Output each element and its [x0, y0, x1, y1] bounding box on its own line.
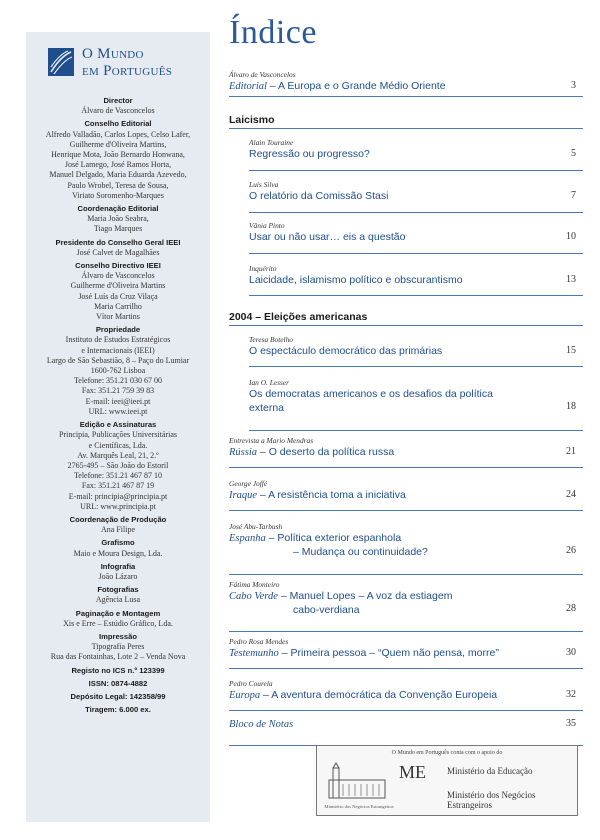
toc-title-text: – A resistência toma a iniciativa — [257, 489, 406, 501]
toc-title-text: – Política exterior espanhola — [265, 532, 402, 544]
toc-rule — [249, 212, 583, 213]
toc-entry-title — [249, 148, 553, 162]
toc-rule — [229, 467, 583, 468]
toc-kicker: Europa — [229, 690, 261, 701]
toc-page-number: 7 — [571, 190, 576, 201]
toc-page-number: 32 — [566, 689, 576, 700]
toc-kicker: Iraque — [229, 490, 257, 501]
masthead-heading: Depósito Legal: 142358/99 — [70, 691, 166, 701]
toc-rule — [229, 96, 583, 97]
toc-rule — [229, 710, 583, 711]
sponsor-header: O Mundo em Português conta com o apoio do — [391, 750, 503, 756]
toc-author: Pedro Rosa Mendes — [229, 637, 289, 646]
masthead-line: URL: www.ieei.pt — [88, 406, 148, 416]
toc-page-number: 24 — [566, 489, 576, 500]
toc-title-continuation: – Mudança ou continuidade? — [293, 545, 428, 558]
toc-author: Vânia Pinto — [249, 221, 285, 230]
masthead-line: Telefone: 351.21 030 67 00 — [73, 376, 163, 386]
toc-author: Entrevista a Mario Mendras — [229, 436, 314, 445]
toc-title-text: Laicidade, islamismo político e obscurantismo — [249, 274, 463, 286]
masthead-line: e Científicas, Lda. — [88, 440, 148, 450]
toc-entry-title — [229, 532, 553, 559]
masthead-line: João Lázaro — [98, 571, 138, 581]
masthead-line: E-mail: principia@principia.pt — [68, 491, 168, 501]
toc-author: Fátima Monteiro — [229, 580, 280, 589]
ministry-education: Ministério da Educação — [447, 766, 533, 776]
toc-author: Ian O. Lesser — [249, 378, 290, 387]
masthead-line: Agência Lusa — [95, 595, 141, 605]
toc-title-text: O relatório da Comissão Stasi — [249, 190, 389, 202]
masthead-line: Maria Carrilho — [94, 301, 142, 311]
masthead-line: Henrique Mota, João Bernardo Honwana, — [51, 150, 185, 160]
toc-kicker: Rússia — [229, 447, 258, 458]
toc-page-number: 18 — [566, 401, 576, 412]
toc-title-text: Regressão ou progresso? — [249, 148, 370, 160]
masthead-line: José Calvet de Magalhães — [76, 247, 160, 257]
toc-entry-title — [229, 446, 553, 460]
masthead-line: Maria João Seabra, — [87, 214, 149, 224]
masthead-heading: Registo no ICS n.º 123399 — [71, 665, 165, 675]
toc-author: Álvaro de Vasconcelos — [229, 70, 296, 79]
toc-title-continuation: externa — [249, 401, 285, 414]
toc-rule — [249, 253, 583, 254]
masthead-heading: Infografia — [100, 561, 136, 571]
masthead-line: Fax: 351.21 467 87 19 — [81, 481, 155, 491]
ministry-foreign-affairs: Ministério dos Negócios Estrangeiros — [447, 790, 536, 810]
toc-page-number: 15 — [566, 345, 576, 356]
toc-entry-title — [249, 274, 553, 288]
section-rule — [229, 128, 583, 129]
toc-title-text: O espectáculo democrático das primárias — [249, 345, 443, 357]
masthead-line: Viriato Soromenho-Marques — [72, 190, 164, 200]
section-rule — [229, 325, 583, 326]
masthead-line: Maio e Moura Design, Lda. — [73, 548, 163, 558]
toc-rule — [229, 574, 583, 575]
toc-rule — [249, 366, 583, 367]
toc-author: Luís Silva — [249, 180, 279, 189]
toc-kicker: Testemunho — [229, 648, 279, 659]
toc-section-heading: 2004 – Eleições americanas — [229, 311, 368, 323]
toc-page-number: 28 — [566, 603, 576, 614]
toc-entry-title — [229, 590, 553, 617]
masthead-heading: Edição e Assinaturas — [79, 420, 157, 430]
masthead-heading: Grafismo — [101, 538, 135, 548]
masthead-line: Principia, Publicações Universitárias — [59, 430, 177, 440]
toc-page-number: 3 — [571, 80, 576, 91]
masthead-line: Álvaro de Vasconcelos — [81, 271, 155, 281]
masthead-heading: Impressão — [99, 631, 137, 641]
masthead-line: Tipografia Peres — [91, 642, 145, 652]
toc-entry-title — [249, 190, 553, 204]
masthead-line: e Internacionais (IEEI) — [81, 345, 155, 355]
toc-kicker: Bloco de Notas — [229, 719, 294, 730]
toc-kicker: Espanha — [229, 533, 266, 544]
masthead-line: Fax: 351.21 759 39 83 — [81, 386, 155, 396]
toc-author: Teresa Botelho — [249, 335, 293, 344]
toc-author: Alain Touraine — [249, 138, 294, 147]
masthead-heading: Paginação e Montagem — [75, 608, 161, 618]
masthead-heading: Conselho Editorial — [84, 119, 152, 129]
toc-kicker: Cabo Verde — [229, 591, 278, 602]
toc-rule — [229, 631, 583, 632]
masthead-line: Alfredo Valladão, Carlos Lopes, Celso Lafer, — [45, 129, 191, 139]
toc-entry-title — [229, 489, 553, 503]
masthead-line: Xis e Erre – Estúdio Gráfico, Lda. — [63, 618, 173, 628]
masthead-line: Tiago Marques — [93, 224, 143, 234]
masthead-heading: Propriedade — [95, 325, 141, 335]
masthead-line: URL: www.principia.pt — [80, 501, 156, 511]
toc-title-text: – A aventura democrática da Convenção Europeia — [260, 689, 498, 701]
masthead-line: Álvaro de Vasconcelos — [81, 106, 155, 116]
toc-rule — [229, 510, 583, 511]
toc-page-number: 5 — [571, 148, 576, 159]
toc-title-text: Os democratas americanos e os desafios da política — [249, 388, 493, 400]
masthead-heading: ISSN: 0874-4882 — [88, 678, 148, 688]
masthead-line: 1600-762 Lisboa — [90, 366, 146, 376]
toc-page-number: 10 — [566, 231, 576, 242]
toc-entry-title — [229, 647, 553, 661]
toc-entry-title — [249, 231, 553, 245]
masthead-line: 2765-495 – São João do Estoril — [67, 460, 169, 470]
brand-name: O Mundo em Português — [82, 46, 173, 79]
masthead-line: Ana Filipe — [101, 525, 135, 535]
masthead-line: Rua das Fontainhas, Lote 2 – Venda Nova — [50, 652, 186, 662]
toc-page-number: 35 — [566, 718, 576, 729]
masthead-line: Largo de São Sebastião, 8 – Paço do Lumiar — [46, 355, 190, 365]
toc-title-text: – O deserto da política russa — [257, 446, 395, 458]
toc-rule — [229, 668, 583, 669]
toc-entry-title — [229, 80, 553, 94]
page-title: Índice — [229, 14, 317, 51]
masthead-line: José Luís da Cruz Vilaça — [78, 291, 158, 301]
ministry-education-logo: ME — [399, 762, 426, 782]
masthead-heading: Tiragem: 6.000 ex. — [85, 705, 151, 715]
toc-author: Inquérito — [249, 264, 277, 273]
toc-entry-title — [249, 388, 553, 415]
toc-rule — [249, 170, 583, 171]
toc-page-number: 26 — [566, 545, 576, 556]
toc-rule — [249, 295, 583, 296]
toc-entry-title — [229, 718, 553, 732]
masthead-heading: Director — [103, 96, 133, 105]
masthead-heading: Conselho Directivo IEEI — [75, 261, 161, 271]
masthead-line: Guilherme d'Oliveira Martins, — [69, 139, 167, 149]
masthead-line: Vítor Martins — [96, 312, 140, 322]
masthead-line: E-mail: ieei@ieei.pt — [85, 396, 151, 406]
toc-page-number: 21 — [566, 446, 576, 457]
masthead-line: Av. Marquês Leal, 21, 2.º — [77, 450, 159, 460]
toc-author: José Abu-Tarbush — [229, 522, 283, 531]
masthead-heading: Coordenação Editorial — [77, 204, 159, 214]
toc-page-number: 30 — [566, 647, 576, 658]
toc-title-continuation: cabo-verdiana — [293, 603, 360, 616]
masthead-line: José Lamego, José Ramos Horta, — [64, 160, 172, 170]
toc-title-text: – A Europa e o Grande Médio Oriente — [266, 80, 446, 92]
toc-entry-title — [229, 689, 553, 703]
toc-page-number: 13 — [566, 274, 576, 285]
masthead-line: Telefone: 351.21 467 87 10 — [73, 471, 163, 481]
masthead-line: Manuel Delgado, Maria Eduarda Azevedo, — [49, 170, 187, 180]
toc-title-text: – Primeira pessoa – “Quem não pensa, morre” — [278, 647, 499, 659]
masthead-heading: Presidente do Conselho Geral IEEI — [55, 237, 181, 247]
masthead-line: Guilherme d'Oliveira Martins — [70, 281, 166, 291]
toc-author: George Joffé — [229, 479, 268, 488]
toc-title-text: – Manuel Lopes – A voz da estiagem — [277, 590, 453, 602]
toc-author: Pedro Courela — [229, 679, 273, 688]
toc-section-heading: Laicismo — [229, 114, 275, 126]
sponsor-box — [316, 745, 578, 816]
ministry-building-icon — [327, 762, 387, 800]
toc-title-text: Usar ou não usar… eis a questão — [249, 231, 406, 243]
toc-entry-title — [249, 345, 553, 359]
toc-rule — [249, 430, 583, 431]
masthead-heading: Coordenação de Produção — [69, 514, 167, 524]
masthead-line: Paulo Wrobel, Teresa de Sousa, — [67, 180, 169, 190]
sponsor-caption: Ministério dos Negócios Estrangeiros — [324, 804, 394, 809]
masthead-line: Instituto de Estudos Estratégicos — [65, 335, 171, 345]
toc-kicker: Editorial — [229, 81, 267, 92]
masthead-heading: Fotografias — [97, 585, 139, 595]
